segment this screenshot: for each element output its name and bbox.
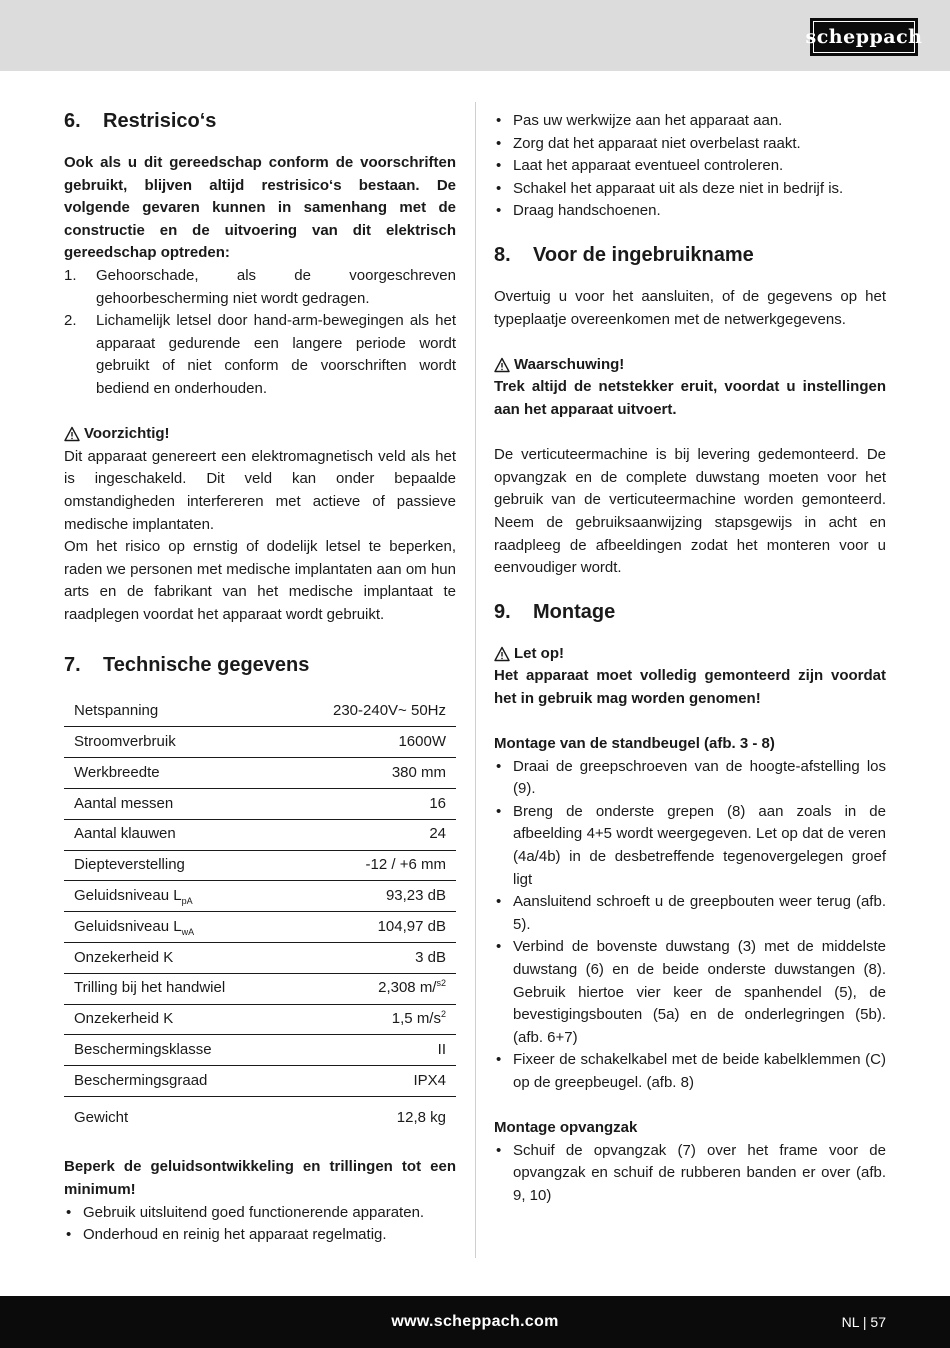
section-title: Restrisico‘s (103, 110, 217, 132)
bullet: • (66, 1203, 72, 1221)
bullet: • (496, 757, 502, 775)
warning-triangle-icon (494, 357, 510, 373)
spec-label: Stroomverbruik (64, 727, 285, 758)
spec-value-superscript: s2 (436, 978, 446, 989)
bullet: • (66, 1226, 72, 1244)
hazard-list (64, 265, 456, 401)
list-item (494, 1049, 886, 1094)
table-row (64, 1096, 456, 1140)
bullet: • (496, 157, 502, 175)
column-divider (475, 102, 476, 1258)
list-item (494, 110, 886, 133)
section-title: Montage (533, 600, 616, 623)
warning-triangle-icon (494, 646, 510, 662)
section-number: 6. (64, 110, 81, 132)
caution-title: Voorzichtig! (84, 425, 170, 443)
bullet: • (496, 893, 502, 911)
table-row (64, 788, 456, 819)
caution-text-2: Om het risico op ernstig of dodelijk letsel te beperken, raden we personen met medische implantaten aan om hun arts en de fabrikant van het medische implantaat te raadplegen voordat het apparaat wordt gebruikt. (64, 538, 456, 623)
table-row (64, 942, 456, 973)
list-item (494, 155, 886, 178)
list-item (494, 133, 886, 156)
spec-label: Geluidsniveau L (74, 886, 182, 904)
header-band (0, 0, 950, 71)
spec-value: 104,97 dB (285, 912, 456, 943)
list-text: Fixeer de schakelkabel met de beide kabelklemmen (C) op de greepbeugel. (afb. 8) (513, 1051, 886, 1091)
spec-value: 2,308 m/ (378, 979, 437, 997)
spec-label: Netspanning (64, 696, 285, 727)
spec-value: 12,8 kg (396, 1109, 446, 1127)
spec-value: 16 (285, 788, 456, 819)
list-item (494, 178, 886, 201)
list-item (494, 891, 886, 936)
list-number: 2. (64, 312, 77, 330)
spec-value: 1,5 m/s (391, 1010, 441, 1028)
table-row (64, 696, 456, 727)
table-row (64, 881, 456, 912)
spec-value: 93,23 dB (285, 881, 456, 912)
right-column (494, 110, 886, 1208)
list-number: 1. (64, 266, 77, 284)
spec-label-cell (64, 881, 285, 912)
noise-list-continued (494, 110, 886, 223)
list-text: Pas uw werkwijze aan het apparaat aan. (513, 112, 783, 129)
attention-heading (494, 643, 886, 666)
list-item (494, 801, 886, 891)
spec-value: 380 mm (285, 758, 456, 789)
list-item (494, 200, 886, 223)
spec-label-subscript: pA (181, 895, 193, 906)
section-8-heading (494, 241, 886, 269)
spec-value-cell (285, 1004, 456, 1035)
spec-label: Onzekerheid K (64, 942, 285, 973)
list-item (64, 310, 456, 400)
bullet: • (496, 1051, 502, 1069)
section-title: Voor de ingebruikname (533, 243, 754, 266)
table-row (64, 912, 456, 943)
list-text: Schuif de opvangzak (7) over het frame voor de opvangzak en schuif de rubberen banden er over (afb. 9, 10) (513, 1141, 886, 1204)
spec-label: Beschermingsgraad (64, 1066, 285, 1097)
spec-label: Aantal messen (64, 788, 285, 819)
list-item (64, 1202, 456, 1225)
warning-heading (494, 354, 886, 377)
table-row (64, 1035, 456, 1066)
standbeugel-list (494, 756, 886, 1095)
spec-value: II (285, 1035, 456, 1066)
list-text: Breng de onderste grepen (8) aan zoals in de afbeelding 4+5 wordt weergegeven. Let op dat de veren (4a/4b) in de desbetreffende tegenovergelegen groef ligt (513, 802, 886, 888)
page-separator: | (862, 1314, 871, 1330)
spec-label: Gewicht (74, 1109, 129, 1127)
warning-triangle-icon (64, 426, 80, 442)
opvangzak-list (494, 1140, 886, 1208)
table-row (64, 850, 456, 881)
spec-label: Geluidsniveau L (74, 917, 182, 935)
list-text: Lichamelijk letsel door hand-arm-bewegingen als het apparaat gedurende een langere periode wordt gebruikt of niet conform de voorschriften wordt bediend en onderhouden. (96, 312, 456, 397)
spec-value: 3 dB (285, 942, 456, 973)
spec-value: 24 (285, 819, 456, 850)
list-text: Aansluitend schroeft u de greepbouten weer terug (afb. 5). (513, 893, 886, 933)
list-text: Onderhoud en reinig het apparaat regelmatig. (83, 1226, 387, 1244)
section-number: 7. (64, 654, 81, 677)
table-row (64, 1066, 456, 1097)
list-item (494, 1140, 886, 1208)
spec-label: Diepteverstelling (64, 850, 285, 881)
list-text: Schakel het apparaat uit als deze niet in bedrijf is. (513, 179, 844, 197)
warning-title: Waarschuwing! (514, 355, 625, 373)
spec-value: 1600W (285, 727, 456, 758)
bullet: • (496, 938, 502, 956)
spec-label: Werkbreedte (64, 758, 285, 789)
residual-risk-intro: Ook als u dit gereedschap conform de voorschriften gebruikt, blijven altijd restrisico‘s bestaan. De volgende gevaren kunnen in samenhang met de constructie en de uitvoering van dit elektrisch gereedschap optreden: (64, 154, 456, 262)
list-text: Gehoorschade, als de voorgeschreven gehoorbescherming niet wordt gedragen. (96, 266, 456, 307)
caution-text-1: Dit apparaat genereert een elektromagnetisch veld als het is ingeschakeld. Dit veld kan onder bepaalde omstandigheden interfereren met actieve of passieve medische implantaten. (64, 447, 456, 533)
spec-label-cell (64, 912, 285, 943)
list-text: Verbind de bovenste duwstang (3) met de middelste duwstang (6) en de beide onderste duwstangen (8). Gebruik hiertoe vier keer de spanhendel (5), de bevestigingsbouten (5a) en de onderlegringen (5b). (afb. 6+7) (513, 938, 886, 1046)
page-number: 57 (870, 1314, 886, 1330)
left-column (64, 105, 456, 1247)
table-row (64, 973, 456, 1004)
table-row (64, 758, 456, 789)
opvangzak-heading: Montage opvangzak (494, 1119, 638, 1137)
noise-list (64, 1202, 456, 1247)
page-indicator (842, 1311, 886, 1334)
spec-value-cell (285, 973, 456, 1004)
spec-label: Beschermingsklasse (64, 1035, 285, 1066)
table-row (64, 1004, 456, 1035)
list-item (494, 936, 886, 1049)
bullet: • (496, 179, 502, 197)
spec-table (64, 696, 456, 1140)
list-text: Zorg dat het apparaat niet overbelast raakt. (513, 134, 801, 152)
list-text: Draai de greepschroeven van de hoogte-afstelling los (9). (513, 757, 886, 798)
footer-band (0, 1296, 950, 1348)
warning-text: Trek altijd de netstekker eruit, voordat u instellingen aan het apparaat uitvoert. (494, 378, 886, 418)
website-link[interactable]: www.scheppach.com (391, 1313, 559, 1330)
list-item (64, 1224, 456, 1247)
noise-heading: Beperk de geluidsontwikkeling en trillingen tot een minimum! (64, 1158, 456, 1199)
brand-logo-text: scheppach (805, 25, 923, 48)
standbeugel-heading: Montage van de standbeugel (afb. 3 - 8) (494, 735, 775, 753)
list-item (64, 265, 456, 310)
section-7-heading (64, 651, 456, 679)
list-item (494, 756, 886, 801)
delivery-text: De verticuteermachine is bij levering gedemonteerd. De opvangzak en de complete duwstang moeten voor het gebruik van de verticuteermachine worden gemonteerd. Neem de gebruiksaanwijzing stapsgewijs in acht en raadpleeg de afbeeldingen zodat het monteren voor u eenvoudiger wordt. (494, 446, 886, 577)
bullet: • (496, 1141, 502, 1159)
section-number: 9. (494, 600, 511, 623)
spec-value: 230-240V~ 50Hz (285, 696, 456, 727)
bullet: • (496, 134, 502, 152)
spec-label: Aantal klauwen (64, 819, 285, 850)
spec-value: -12 / +6 mm (285, 850, 456, 881)
list-text: Draag handschoenen. (513, 202, 661, 220)
table-row (64, 727, 456, 758)
connection-check-text: Overtuig u voor het aansluiten, of de gegevens op het typeplaatje overeenkomen met de netwerkgegevens. (494, 287, 886, 328)
spec-label: Trilling bij het handwiel (64, 973, 285, 1004)
list-text: Laat het apparaat eventueel controleren. (513, 157, 784, 175)
language-code: NL (841, 1314, 859, 1330)
spec-label: Onzekerheid K (64, 1004, 285, 1035)
bullet: • (496, 202, 502, 220)
caution-heading (64, 423, 456, 446)
spec-label-subscript: wA (181, 926, 195, 937)
list-text: Gebruik uitsluitend goed functionerende apparaten. (83, 1203, 425, 1221)
section-number: 8. (494, 243, 511, 266)
attention-text: Het apparaat moet volledig gemonteerd zijn voordat het in gebruik mag worden genomen! (494, 667, 886, 707)
section-title: Technische gegevens (103, 654, 310, 677)
spec-value: IPX4 (285, 1066, 456, 1097)
brand-logo (805, 18, 923, 56)
bullet: • (496, 112, 502, 129)
bullet: • (496, 802, 502, 820)
section-6-heading (64, 107, 456, 135)
section-9-heading (494, 598, 886, 626)
spec-value-superscript: 2 (440, 1009, 446, 1020)
attention-title: Let op! (514, 644, 564, 662)
table-row (64, 819, 456, 850)
